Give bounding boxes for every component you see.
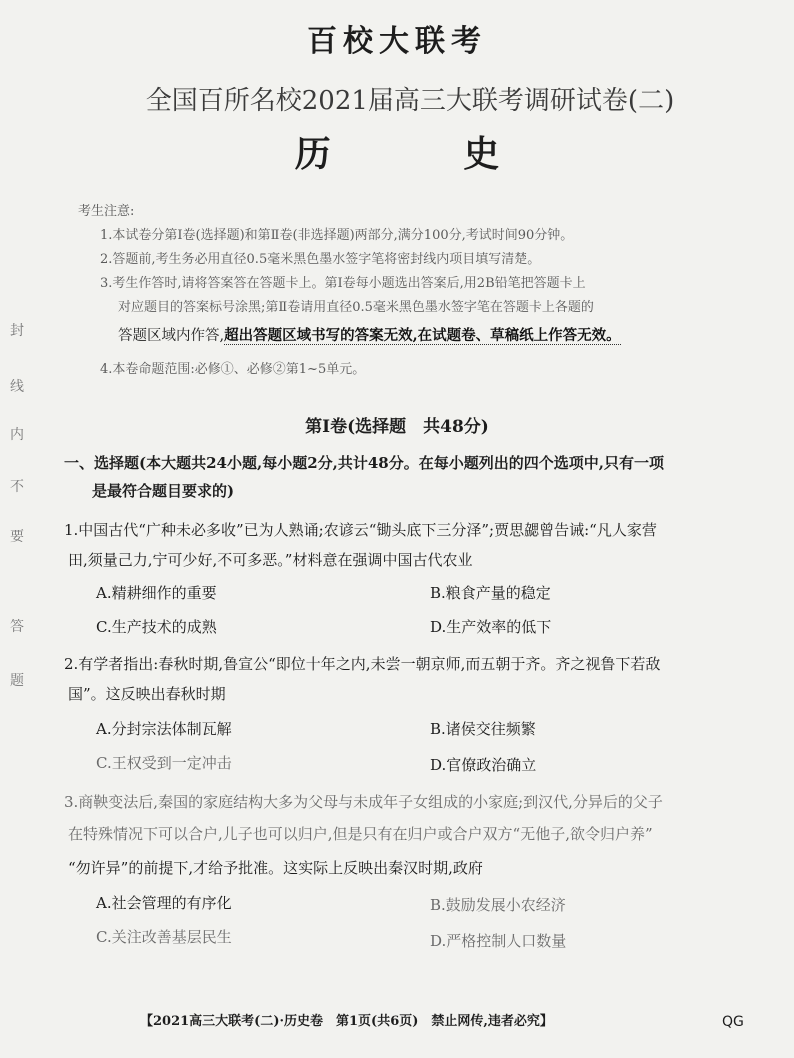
- question-3-option-a: A.社会管理的有序化: [96, 894, 232, 912]
- question-3-line-3: “勿许异”的前提下,才给予批准。这实际上反映出秦汉时期,政府: [68, 859, 483, 877]
- footer-code: QG: [722, 1014, 744, 1030]
- question-2-option-d: D.官僚政治确立: [430, 756, 537, 774]
- page-footer: 【2021高三大联考(二)·历史卷 第1页(共6页) 禁止网传,违者必究】: [140, 1014, 553, 1029]
- question-1-line-1: 1.中国古代“广种未必多收”已为人熟诵;农谚云“锄头底下三分泽”;贾思勰曾告诫:“凡人家营: [64, 521, 657, 539]
- question-2-option-c: C.王权受到一定冲击: [96, 754, 232, 772]
- margin-char: 题: [10, 673, 24, 689]
- notice-heading: 考生注意:: [78, 204, 135, 219]
- notice-item-3-normal: 答题区域内作答,: [118, 328, 225, 344]
- margin-char: 线: [10, 379, 24, 395]
- notice-item-3-line-1: 3.考生作答时,请将答案答在答题卡上。第Ⅰ卷每小题选出答案后,用2B铅笔把答题卡上: [100, 276, 586, 291]
- question-2-option-b: B.诸侯交往频繁: [430, 720, 536, 738]
- question-3-option-d: D.严格控制人口数量: [430, 932, 567, 950]
- binding-margin: [6, 300, 36, 700]
- notice-item-3-line-3: [118, 326, 768, 346]
- margin-char: 答: [10, 619, 24, 635]
- section-instruction-line-1: 一、选择题(本大题共24小题,每小题2分,共计48分。在每小题列出的四个选项中,只有一项: [64, 454, 664, 472]
- question-2-line-1: 2.有学者指出:春秋时期,鲁宣公“即位十年之内,未尝一朝京师,而五朝于齐。齐之视鲁下若敌: [64, 655, 661, 673]
- notice-item-3-emphasis: 超出答题区域书写的答案无效,在试题卷、草稿纸上作答无效。: [224, 327, 621, 344]
- margin-char: 内: [10, 427, 24, 443]
- section-instruction-line-2: 是最符合题目要求的): [92, 482, 235, 500]
- notice-item-2: 2.答题前,考生务必用直径0.5毫米黑色墨水签字笔将密封线内项目填写清楚。: [100, 252, 541, 267]
- question-3-option-c: C.关注改善基层民生: [96, 928, 232, 946]
- question-1-line-2: 田,须量己力,宁可少好,不可多恶。”材料意在强调中国古代农业: [68, 551, 473, 569]
- brand-title: 百校大联考: [307, 24, 487, 59]
- exam-title: 全国百所名校2021届高三大联考调研试卷(二): [145, 86, 675, 116]
- notice-item-3-line-2: 对应题目的答案标号涂黑;第Ⅱ卷请用直径0.5毫米黑色墨水签字笔在答题卡上各题的: [118, 300, 594, 315]
- question-1-option-c: C.生产技术的成熟: [96, 618, 217, 636]
- question-2-option-a: A.分封宗法体制瓦解: [96, 720, 232, 738]
- question-3-line-1: 3.商鞅变法后,秦国的家庭结构大多为父母与未成年子女组成的小家庭;到汉代,分异后的父子: [64, 793, 663, 811]
- question-1-option-a: A.精耕细作的重要: [96, 584, 217, 602]
- margin-char: 要: [10, 529, 24, 545]
- subject-title: 历 史: [294, 133, 560, 175]
- question-2-line-2: 国”。这反映出春秋时期: [68, 685, 226, 703]
- question-1-option-b: B.粮食产量的稳定: [430, 584, 551, 602]
- question-3-option-b: B.鼓励发展小农经济: [430, 896, 566, 914]
- margin-char: 封: [10, 323, 24, 339]
- notice-item-1: 1.本试卷分第Ⅰ卷(选择题)和第Ⅱ卷(非选择题)两部分,满分100分,考试时间90分钟。: [100, 228, 574, 243]
- margin-char: 不: [10, 479, 24, 495]
- notice-item-4: 4.本卷命题范围:必修①、必修②第1~5单元。: [100, 362, 366, 377]
- question-3-line-2: 在特殊情况下可以合户,儿子也可以归户,但是只有在归户或合户双方“无他子,欲令归户养”: [68, 825, 653, 843]
- section-title: 第Ⅰ卷(选择题 共48分): [305, 417, 489, 437]
- question-1-option-d: D.生产效率的低下: [430, 618, 552, 636]
